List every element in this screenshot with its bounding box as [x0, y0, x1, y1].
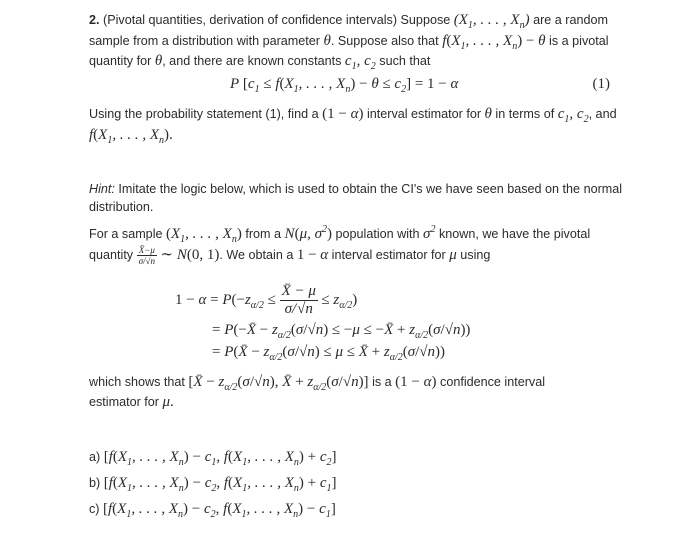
problem-text: such that [379, 54, 431, 68]
hint-text: is a [372, 375, 392, 389]
equation-1: P [$c_1 \le f(X_1$, . . . , $X_n) - \theta \le c_2] = 1 - \alpha$ [230, 76, 459, 95]
hint-text: known, we have the pivotal [438, 227, 591, 241]
problem-heading: (Pivotal quantities, derivation of confidence intervals) [103, 13, 398, 27]
option-b[interactable]: b) [$f(X_1$, . . . , $X_n) - c_2$, $f(X_1$, . . . , $X_n) + c_1$] [89, 475, 337, 494]
hint-text: . We obtain a [219, 248, 294, 262]
problem-text: . Suppose also that [330, 34, 439, 48]
hint-text: Imitate the logic below, which is used to obtain the CI's we have seen based on the normal [118, 182, 623, 196]
option-c[interactable]: c) [$f(X_1$, . . . , $X_n) - c_2$, $f(X_1$, . . . , $X_n) - c_1$] [89, 501, 336, 520]
hint-text: distribution. [89, 200, 154, 214]
option-label: a) [89, 450, 101, 464]
problem-text: Suppose [400, 13, 451, 27]
problem-text: interval estimator for [366, 107, 482, 121]
problem-number: 2. [89, 13, 100, 27]
hint-paragraph-line-2: quantity $\frac{X̄-\mu}{\sigma/√n}$ ∼ N(0, 1). We obtain a 1 − α interval estimator for μ using [89, 245, 491, 267]
hint-text: For a sample [89, 227, 163, 241]
hint-text: interval estimator for [331, 248, 446, 262]
problem-text: are a random [533, 13, 608, 27]
hint-text: quantity [89, 248, 134, 262]
pivot-fraction: $\frac{X̄-\mu}{\sigma/√n}$ [138, 245, 155, 267]
hint-line-2 [89, 199, 153, 215]
hint-text: estimator for [89, 395, 159, 409]
conclusion-line-2: estimator for μ. [89, 394, 174, 410]
hint-text: population with [335, 227, 420, 241]
problem-line-5: Using the probability statement (1), find a (1 − α) interval estimator for θ in terms of $c_1$, $c_2$, and [89, 106, 617, 125]
problem-text: , and there are known constants [162, 54, 342, 68]
derivation-line-2: = P(−X̄ − $z_{\alpha/2}(\sigma/√n) \le -\mu$ ≤ −X̄ + $z_{\alpha/2}(\sigma/√n)$) [212, 322, 471, 341]
problem-text: , and [588, 107, 617, 121]
hint-text: confidence interval [440, 375, 546, 389]
hint-label: Hint: [89, 182, 115, 196]
option-label: c) [89, 502, 100, 516]
problem-line-2: sample from a distribution with parameter θ. Suppose also that $f(X_1$, . . . , $X_n) - \theta$ is a pivotal [89, 33, 609, 52]
problem-text: is a pivotal [549, 34, 609, 48]
problem-line-3: quantity for θ, and there are known constants $c_1$, $c_2$ such that [89, 53, 431, 72]
conclusion-line-1: which shows that [X̄ − $z_{\alpha/2}(\sigma/√n)$, X̄ + $z_{\alpha/2}(\sigma/√n)$] is a (1 − α) confidence interval [89, 374, 546, 393]
option-label: b) [89, 476, 101, 490]
problem-line-1: 2. (Pivotal quantities, derivation of confidence intervals) Suppose ($X_1$, . . . , $X_n$) are a random [89, 12, 608, 31]
hint-text: which shows that [89, 375, 185, 389]
problem-text: in terms of [495, 107, 555, 121]
derivation-line-3: = P(X̄ − $z_{\alpha/2}(\sigma/√n) \le \mu$ ≤ X̄ + $z_{\alpha/2}(\sigma/√n)$) [212, 344, 446, 363]
option-a[interactable]: a) [$f(X_1$, . . . , $X_n) - c_1$, $f(X_1$, . . . , $X_n) + c_2$] [89, 449, 337, 468]
derivation-line-1: $1 - \alpha = P(-z_{\alpha/2}$ ≤ $\frac{X̄ - \mu}{\sigma/√n}$ ≤ $z_{\alpha/2}$) [175, 283, 358, 318]
hint-paragraph-line-1: For a sample ($X_1$, . . . , $X_n$) from a N(μ, $\sigma^2$) population with $\sigma^2$ known, we have the pivotal [89, 224, 591, 245]
problem-text: sample from a distribution with parameter [89, 34, 320, 48]
hint-text: from a [245, 227, 282, 241]
equation-number: (1) [592, 76, 610, 92]
hint-line-1 [89, 181, 622, 197]
problem-text: quantity for [89, 54, 152, 68]
problem-line-6: $f(X_1$, . . . , $X_n$). [89, 127, 173, 146]
problem-text: Using the probability statement (1), find a [89, 107, 319, 121]
hint-text: using [460, 248, 491, 262]
z-fraction: $\frac{X̄ - \mu}{\sigma/√n}$ [281, 283, 316, 318]
